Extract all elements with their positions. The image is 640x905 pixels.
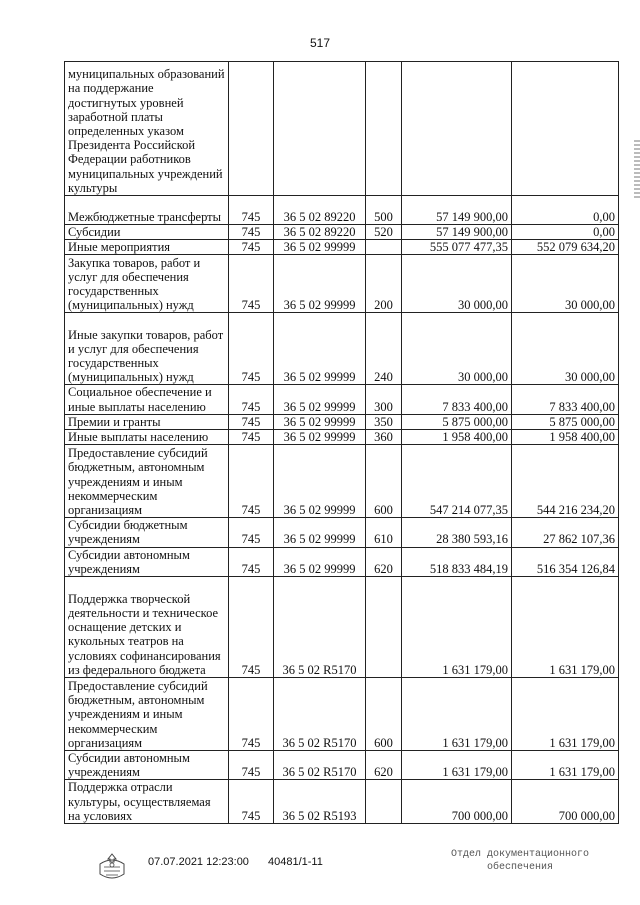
row-ministry-code xyxy=(229,62,274,196)
row-name: Премии и гранты xyxy=(65,414,229,429)
row-amount-approved: 57 149 900,00 xyxy=(402,225,512,240)
row-target-article: 36 5 02 99999 xyxy=(274,414,366,429)
row-ministry-code: 745 xyxy=(229,751,274,780)
row-name: Социальное обеспечение и иные выплаты населению xyxy=(65,385,229,414)
row-name: Субсидии автономным учреждениям xyxy=(65,751,229,780)
row-target-article: 36 5 02 R5170 xyxy=(274,751,366,780)
table-row xyxy=(65,62,619,196)
table-row xyxy=(65,780,619,824)
table-row xyxy=(65,196,619,225)
footer-datetime: 07.07.2021 12:23:00 xyxy=(148,856,249,868)
row-target-article: 36 5 02 99999 xyxy=(274,313,366,385)
row-amount-approved: 28 380 593,16 xyxy=(402,518,512,547)
row-amount-executed: 0,00 xyxy=(512,225,619,240)
row-name: Предоставление субсидий бюджетным, автономным учреждениям и иным некоммерческим организациям xyxy=(65,678,229,751)
row-ministry-code: 745 xyxy=(229,577,274,678)
row-ministry-code: 745 xyxy=(229,255,274,313)
row-name: Субсидии xyxy=(65,225,229,240)
row-amount-executed xyxy=(512,62,619,196)
row-amount-approved: 1 631 179,00 xyxy=(402,577,512,678)
row-amount-approved: 30 000,00 xyxy=(402,255,512,313)
row-expense-type: 500 xyxy=(366,196,402,225)
row-amount-executed: 30 000,00 xyxy=(512,255,619,313)
row-amount-executed: 30 000,00 xyxy=(512,313,619,385)
row-expense-type: 300 xyxy=(366,385,402,414)
row-amount-executed: 1 631 179,00 xyxy=(512,751,619,780)
row-name: Закупка товаров, работ и услуг для обеспечения государственных (муниципальных) нужд xyxy=(65,255,229,313)
row-name: Иные выплаты населению xyxy=(65,430,229,445)
table-row xyxy=(65,414,619,429)
row-target-article: 36 5 02 R5170 xyxy=(274,678,366,751)
row-amount-executed: 1 631 179,00 xyxy=(512,678,619,751)
row-expense-type: 240 xyxy=(366,313,402,385)
row-expense-type: 520 xyxy=(366,225,402,240)
row-amount-executed: 1 631 179,00 xyxy=(512,577,619,678)
row-amount-executed: 0,00 xyxy=(512,196,619,225)
page-footer xyxy=(0,848,640,898)
row-amount-approved xyxy=(402,62,512,196)
row-ministry-code: 745 xyxy=(229,414,274,429)
row-target-article: 36 5 02 89220 xyxy=(274,196,366,225)
budget-table xyxy=(64,61,619,824)
coat-of-arms-icon xyxy=(94,852,130,882)
table-row xyxy=(65,240,619,255)
row-expense-type: 610 xyxy=(366,518,402,547)
row-ministry-code: 745 xyxy=(229,240,274,255)
row-name: Предоставление субсидий бюджетным, автономным учреждениям и иным некоммерческим организациям xyxy=(65,445,229,518)
row-name: Иные закупки товаров, работ и услуг для обеспечения государственных (муниципальных) нужд xyxy=(65,313,229,385)
row-ministry-code: 745 xyxy=(229,225,274,240)
row-name: Субсидии автономным учреждениям xyxy=(65,547,229,576)
row-target-article: 36 5 02 99999 xyxy=(274,445,366,518)
row-expense-type: 350 xyxy=(366,414,402,429)
row-amount-approved: 700 000,00 xyxy=(402,780,512,824)
row-amount-approved: 547 214 077,35 xyxy=(402,445,512,518)
row-ministry-code: 745 xyxy=(229,430,274,445)
row-amount-executed: 516 354 126,84 xyxy=(512,547,619,576)
row-ministry-code: 745 xyxy=(229,678,274,751)
row-amount-executed: 7 833 400,00 xyxy=(512,385,619,414)
row-expense-type xyxy=(366,780,402,824)
row-ministry-code: 745 xyxy=(229,445,274,518)
budget-table-body xyxy=(65,62,619,824)
row-amount-executed: 1 958 400,00 xyxy=(512,430,619,445)
row-amount-approved: 7 833 400,00 xyxy=(402,385,512,414)
row-target-article: 36 5 02 R5170 xyxy=(274,577,366,678)
row-amount-executed: 544 216 234,20 xyxy=(512,445,619,518)
row-name: Межбюджетные трансферты xyxy=(65,196,229,225)
row-target-article: 36 5 02 89220 xyxy=(274,225,366,240)
row-amount-executed: 552 079 634,20 xyxy=(512,240,619,255)
row-amount-executed: 700 000,00 xyxy=(512,780,619,824)
row-target-article: 36 5 02 99999 xyxy=(274,255,366,313)
table-row xyxy=(65,313,619,385)
row-expense-type: 600 xyxy=(366,445,402,518)
table-row xyxy=(65,430,619,445)
row-target-article: 36 5 02 99999 xyxy=(274,547,366,576)
row-amount-executed: 27 862 107,36 xyxy=(512,518,619,547)
table-row xyxy=(65,678,619,751)
row-expense-type: 600 xyxy=(366,678,402,751)
row-expense-type: 620 xyxy=(366,547,402,576)
table-row xyxy=(65,225,619,240)
row-amount-executed: 5 875 000,00 xyxy=(512,414,619,429)
row-name: Поддержка творческой деятельности и техническое оснащение детских и кукольных театров на условиях софинансирования из федерального бюджета xyxy=(65,577,229,678)
row-name: муниципальных образований на поддержание достигнутых уровней заработной платы определенных указом Президента Российской Федерации работников муниципальных учреждений культуры xyxy=(65,62,229,196)
row-ministry-code: 745 xyxy=(229,385,274,414)
scan-edge-mark xyxy=(634,140,640,200)
dept-line-1: Отдел документационного xyxy=(450,849,590,860)
row-ministry-code: 745 xyxy=(229,780,274,824)
table-row xyxy=(65,518,619,547)
dept-line-2: обеспечения xyxy=(486,862,553,873)
footer-department-stamp xyxy=(450,848,590,874)
row-name: Иные мероприятия xyxy=(65,240,229,255)
row-expense-type xyxy=(366,577,402,678)
table-row xyxy=(65,751,619,780)
row-target-article xyxy=(274,62,366,196)
row-ministry-code: 745 xyxy=(229,196,274,225)
row-target-article: 36 5 02 99999 xyxy=(274,518,366,547)
table-row xyxy=(65,445,619,518)
table-row xyxy=(65,385,619,414)
row-amount-approved: 57 149 900,00 xyxy=(402,196,512,225)
row-ministry-code: 745 xyxy=(229,518,274,547)
row-ministry-code: 745 xyxy=(229,547,274,576)
row-amount-approved: 30 000,00 xyxy=(402,313,512,385)
row-target-article: 36 5 02 99999 xyxy=(274,385,366,414)
table-row xyxy=(65,547,619,576)
row-expense-type xyxy=(366,240,402,255)
row-expense-type: 620 xyxy=(366,751,402,780)
footer-doc-id: 40481/1-11 xyxy=(268,856,323,868)
row-expense-type: 200 xyxy=(366,255,402,313)
row-amount-approved: 1 958 400,00 xyxy=(402,430,512,445)
table-row xyxy=(65,255,619,313)
row-target-article: 36 5 02 R5193 xyxy=(274,780,366,824)
row-amount-approved: 1 631 179,00 xyxy=(402,751,512,780)
table-row xyxy=(65,577,619,678)
row-name: Субсидии бюджетным учреждениям xyxy=(65,518,229,547)
row-amount-approved: 5 875 000,00 xyxy=(402,414,512,429)
row-amount-approved: 518 833 484,19 xyxy=(402,547,512,576)
row-target-article: 36 5 02 99999 xyxy=(274,430,366,445)
row-amount-approved: 555 077 477,35 xyxy=(402,240,512,255)
row-expense-type xyxy=(366,62,402,196)
row-target-article: 36 5 02 99999 xyxy=(274,240,366,255)
row-expense-type: 360 xyxy=(366,430,402,445)
row-amount-approved: 1 631 179,00 xyxy=(402,678,512,751)
row-ministry-code: 745 xyxy=(229,313,274,385)
page-number: 517 xyxy=(309,36,331,50)
row-name: Поддержка отрасли культуры, осуществляемая на условиях xyxy=(65,780,229,824)
